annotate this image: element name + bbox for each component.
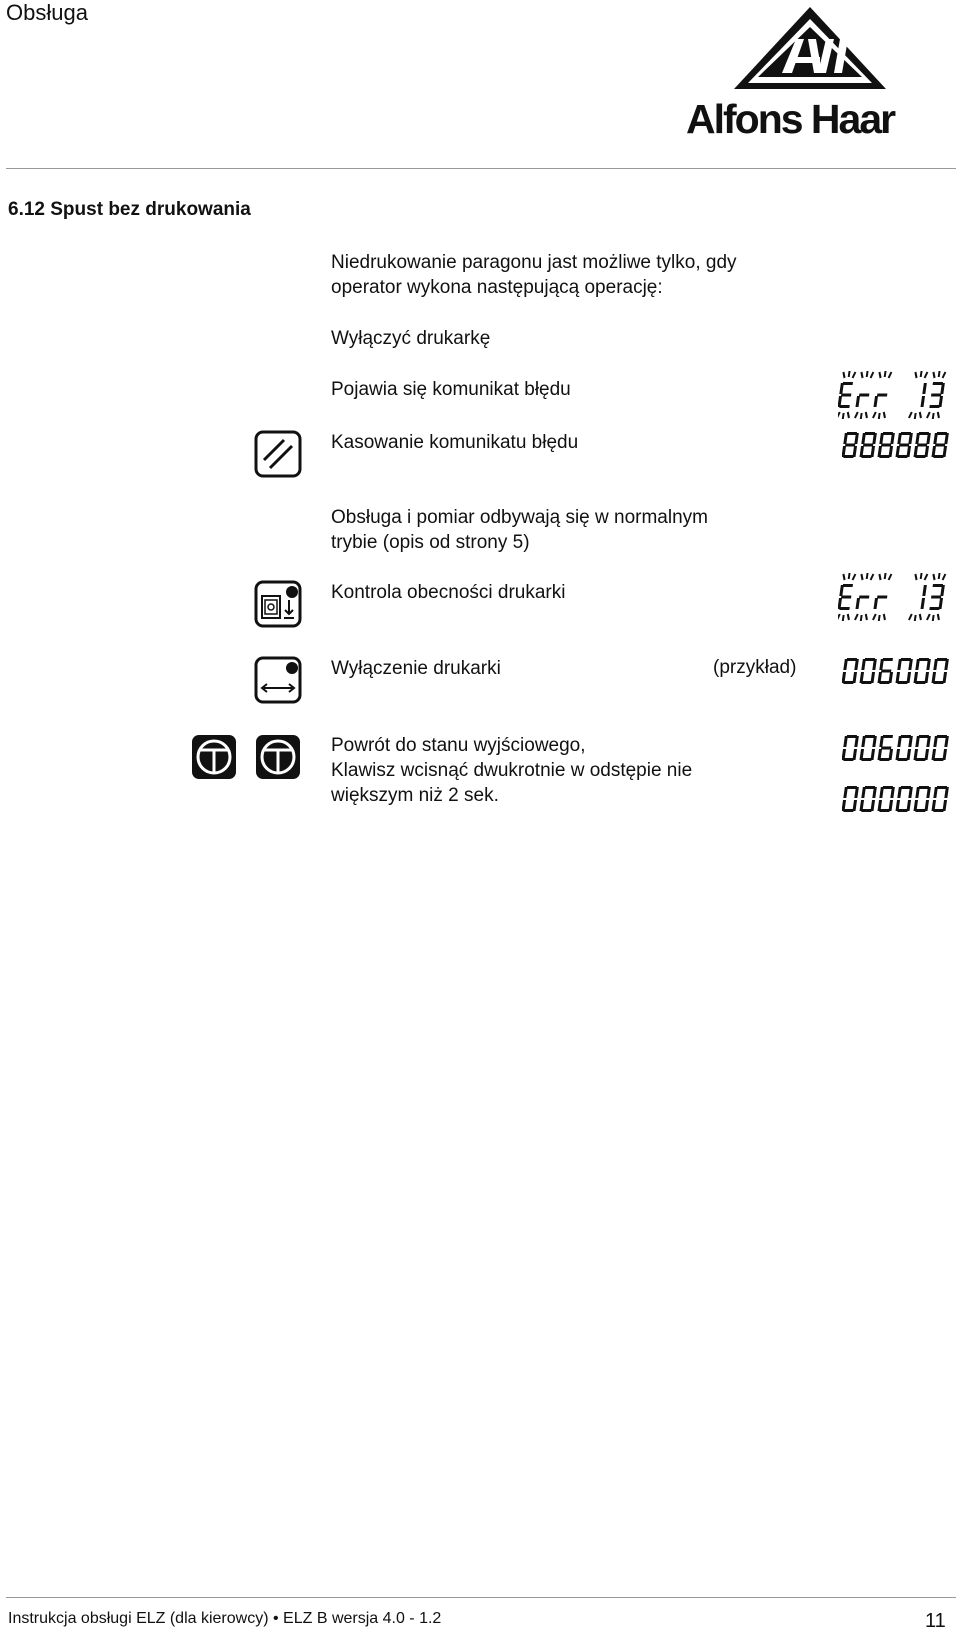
display-segment — [841, 596, 851, 599]
display-segment — [899, 444, 909, 447]
footer-text: Instrukcja obsługi ELZ (dla kierowcy) • ELZ B wersja 4.0 - 1.2 — [8, 1610, 442, 1627]
blink-ray — [861, 413, 862, 419]
display-segment — [843, 659, 848, 670]
display-segment — [883, 658, 893, 661]
display-segment — [901, 786, 911, 789]
example-note: (przykład) — [713, 657, 797, 678]
display-segment — [937, 735, 947, 738]
step-error-appears: Pojawia się komunikat błędu — [331, 379, 571, 400]
display-segment — [933, 659, 938, 670]
alfons-haar-logo-text: Alfons Haar — [686, 96, 895, 142]
display-segment — [861, 433, 866, 444]
step-return-to-initial: Powrót do stanu wyjściowego, Klawisz wcisnąć dwukrotnie w odstępie nie większym niż 2 sek. — [331, 735, 693, 806]
display-segment — [879, 809, 889, 812]
display-segment — [843, 681, 853, 684]
footer-divider — [6, 1597, 956, 1598]
display-segment — [897, 433, 902, 444]
display-segment — [839, 607, 849, 610]
blink-ray — [843, 615, 844, 621]
display-segment — [922, 383, 927, 394]
blink-ray — [879, 574, 882, 580]
display-segment — [865, 432, 875, 435]
step-normal-operation: Obsługa i pomiar odbywają się w normalnym trybie (opis od strony 5) — [331, 507, 708, 553]
blink-ray — [885, 371, 886, 377]
display-segment — [859, 394, 869, 397]
blink-ray — [925, 372, 928, 378]
blink-ray — [873, 614, 876, 620]
display-segment — [855, 598, 860, 609]
display-segment — [915, 758, 925, 761]
seven-segment-display — [842, 656, 956, 686]
display-segment — [901, 735, 911, 738]
display-segment — [859, 596, 869, 599]
blink-ray — [861, 615, 862, 621]
display-segment — [915, 736, 920, 747]
display-segment — [847, 432, 857, 435]
blink-ray — [915, 615, 916, 621]
blink-ray — [843, 413, 844, 419]
display-segment — [933, 433, 938, 444]
display-006000 — [842, 656, 956, 691]
display-segment — [877, 596, 887, 599]
blink-ray — [853, 372, 856, 378]
display-segment — [861, 681, 871, 684]
display-segment — [897, 787, 902, 798]
blink-ray — [871, 574, 874, 580]
display-006000-return — [842, 733, 956, 768]
display-segment — [920, 396, 925, 407]
display-segment — [897, 736, 902, 747]
display-segment — [839, 383, 844, 394]
blink-ray — [943, 372, 946, 378]
step-clear-error: Kasowanie komunikatu błędu — [331, 432, 579, 453]
display-segment — [881, 444, 891, 447]
display-segment — [933, 455, 943, 458]
display-segment — [937, 658, 947, 661]
blink-ray — [838, 614, 840, 620]
display-000000 — [842, 784, 956, 819]
display-segment — [879, 681, 889, 684]
blink-ray — [847, 614, 850, 620]
blink-ray — [933, 413, 934, 419]
display-segment — [915, 681, 925, 684]
display-segment — [847, 735, 857, 738]
display-error — [838, 370, 952, 429]
tare-key-icon[interactable] — [190, 733, 238, 781]
display-segment — [879, 433, 884, 444]
blink-ray — [838, 412, 840, 418]
blink-ray — [867, 573, 868, 579]
page-number: 11 — [925, 1610, 946, 1632]
blink-ray — [861, 372, 864, 378]
display-segment — [937, 786, 947, 789]
seven-segment-display — [842, 784, 956, 814]
display-segment — [843, 433, 848, 444]
display-segment — [920, 598, 925, 609]
display-segment — [883, 432, 893, 435]
display-segment — [847, 786, 857, 789]
blink-ray — [879, 372, 882, 378]
blink-ray — [883, 614, 886, 620]
display-segment — [933, 809, 943, 812]
blink-ray — [933, 615, 934, 621]
blink-ray — [855, 614, 858, 620]
blink-ray — [847, 412, 850, 418]
display-segment — [901, 658, 911, 661]
blink-ray — [853, 574, 856, 580]
blink-ray — [933, 574, 936, 580]
display-segment — [931, 394, 941, 397]
blink-ray — [939, 573, 940, 579]
blink-ray — [879, 615, 880, 621]
display-segment — [883, 786, 893, 789]
display-segment — [877, 394, 887, 397]
blink-ray — [867, 371, 868, 377]
display-segment — [843, 455, 853, 458]
blink-ray — [915, 372, 918, 378]
display-segment — [861, 809, 871, 812]
display-segment — [873, 396, 878, 407]
intro-text: Niedrukowanie paragonu jast możliwe tylko, gdy operator wykona następującą operację: — [331, 252, 737, 298]
blink-ray — [873, 412, 876, 418]
display-segment — [841, 394, 851, 397]
display-segment — [847, 658, 857, 661]
display-segment — [919, 786, 929, 789]
blink-ray — [861, 574, 864, 580]
display-segment — [839, 405, 849, 408]
display-segment — [855, 396, 860, 407]
display-segment — [933, 681, 943, 684]
blink-ray — [889, 574, 892, 580]
seven-segment-display — [842, 733, 956, 763]
blink-ray — [865, 412, 868, 418]
display-segment — [839, 585, 844, 596]
switch-key-icon[interactable] — [254, 656, 302, 704]
display-segment — [879, 787, 884, 798]
display-segment — [881, 747, 891, 750]
blink-ray — [855, 412, 858, 418]
blink-ray — [915, 574, 918, 580]
blink-ray — [885, 573, 886, 579]
seven-segment-display — [838, 572, 952, 626]
display-segment — [915, 659, 920, 670]
display-segment — [917, 444, 927, 447]
display-segment — [879, 758, 889, 761]
blink-ray — [933, 372, 936, 378]
blink-ray — [849, 573, 850, 579]
display-segment — [845, 444, 855, 447]
display-segment — [915, 809, 925, 812]
display-segment — [881, 670, 891, 673]
display-888888 — [842, 430, 956, 465]
display-segment — [865, 735, 875, 738]
display-segment — [865, 786, 875, 789]
display-segment — [883, 735, 893, 738]
page-section-title: Obsługa — [6, 0, 88, 25]
tare-key-icon[interactable] — [254, 733, 302, 781]
step-printer-off-example: Wyłączenie drukarki — [331, 658, 501, 679]
blink-ray — [919, 614, 922, 620]
blink-ray — [865, 614, 868, 620]
display-segment — [919, 432, 929, 435]
blink-ray — [889, 372, 892, 378]
display-segment — [919, 658, 929, 661]
blink-ray — [843, 372, 846, 378]
display-segment — [879, 455, 889, 458]
blink-ray — [871, 372, 874, 378]
blink-ray — [927, 614, 930, 620]
display-segment — [865, 658, 875, 661]
blink-ray — [927, 412, 930, 418]
blink-ray — [921, 573, 922, 579]
display-segment — [919, 735, 929, 738]
display-segment — [843, 758, 853, 761]
display-segment — [861, 659, 866, 670]
display-segment — [879, 736, 884, 747]
display-segment — [922, 585, 927, 596]
display-segment — [933, 736, 938, 747]
alfons-haar-logo-mark — [730, 5, 890, 93]
display-segment — [935, 444, 945, 447]
blink-ray — [921, 371, 922, 377]
blink-ray — [879, 413, 880, 419]
header-divider — [6, 168, 956, 169]
display-segment — [931, 596, 941, 599]
display-segment — [929, 405, 939, 408]
display-segment — [843, 787, 848, 798]
display-segment — [915, 455, 925, 458]
blink-ray — [909, 412, 912, 418]
blink-ray — [925, 574, 928, 580]
display-segment — [861, 787, 866, 798]
display-segment — [933, 382, 943, 385]
clear-key-icon[interactable] — [254, 430, 302, 478]
seven-segment-display — [838, 370, 952, 424]
seven-segment-display — [842, 430, 956, 460]
step-printer-check: Kontrola obecności drukarki — [331, 582, 566, 603]
display-segment — [863, 444, 873, 447]
display-segment — [929, 607, 939, 610]
display-segment — [901, 432, 911, 435]
display-segment — [915, 433, 920, 444]
blink-ray — [919, 412, 922, 418]
display-error-check — [838, 572, 952, 631]
display-segment — [843, 584, 853, 587]
section-heading: 6.12 Spust bez drukowania — [8, 199, 251, 220]
blink-ray — [883, 412, 886, 418]
blink-ray — [937, 614, 940, 620]
step-printer-off: Wyłączyć drukarkę — [331, 328, 491, 349]
display-segment — [861, 736, 866, 747]
display-segment — [843, 382, 853, 385]
display-segment — [897, 659, 902, 670]
display-segment — [933, 584, 943, 587]
display-segment — [915, 787, 920, 798]
display-segment — [897, 758, 907, 761]
display-segment — [897, 455, 907, 458]
blink-ray — [939, 371, 940, 377]
display-segment — [843, 809, 853, 812]
display-segment — [879, 659, 884, 670]
display-segment — [933, 758, 943, 761]
display-segment — [897, 681, 907, 684]
printer-key-icon[interactable] — [254, 580, 302, 628]
display-segment — [861, 455, 871, 458]
display-segment — [861, 758, 871, 761]
display-segment — [933, 787, 938, 798]
blink-ray — [843, 574, 846, 580]
display-segment — [937, 432, 947, 435]
display-segment — [843, 736, 848, 747]
blink-ray — [937, 412, 940, 418]
display-segment — [897, 809, 907, 812]
blink-ray — [915, 413, 916, 419]
display-segment — [873, 598, 878, 609]
blink-ray — [943, 574, 946, 580]
blink-ray — [909, 614, 912, 620]
blink-ray — [849, 371, 850, 377]
